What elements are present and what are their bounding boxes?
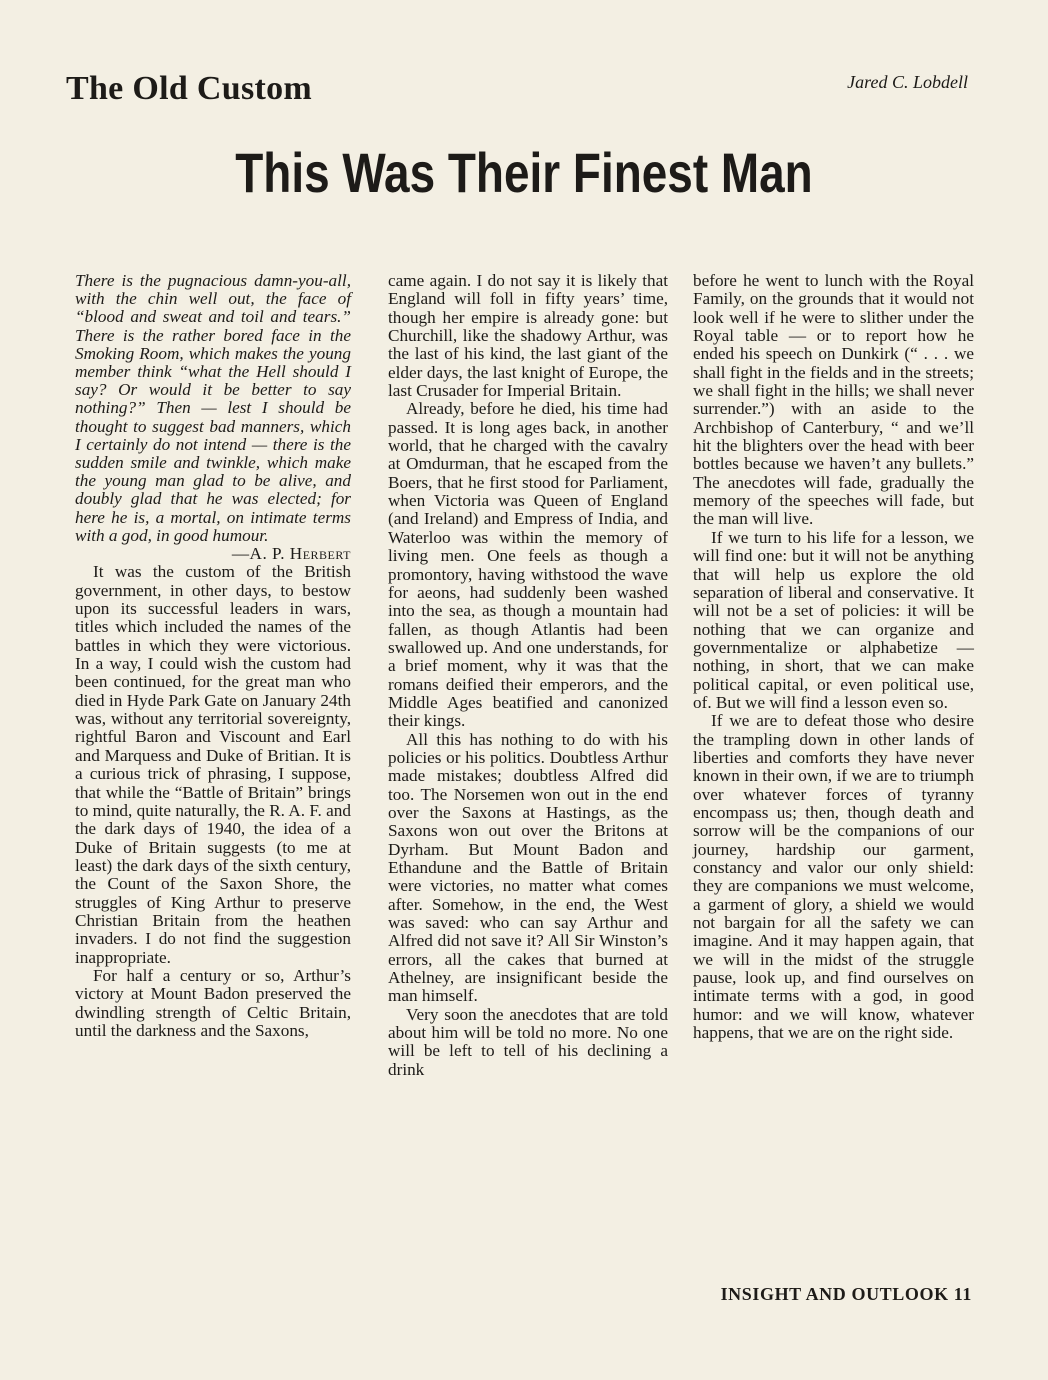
paragraph: If we are to defeat those who desire the trampling down in other lands of liberties and comforts they have never known in their own, if we are to triumph over whatever forces of tyranny encompass us; then, though death and sorrow will be the companions of our journey, hardship our garment, constancy and valor our only shield: they are companions we must welcome, a garment of glory, a shield we would not bargain for all the safety we can imagine. And it may happen again, that we will in the midst of the struggle pause, look up, and find ourselves on intimate terms with a god, in good humor: and we will know, whatever happens, that we are on the right side. <box>693 711 974 1043</box>
paragraph: came again. I do not say it is likely that England will foll in fifty years’ time, though her empire is already gone: but Churchill, like the shadowy Arthur, was the last of his kind, the last giant of the elder days, the last knight of Europe, the last Crusader for Imperial Britain. <box>388 271 668 401</box>
page-footer: INSIGHT AND OUTLOOK 11 <box>720 1284 972 1304</box>
paragraph: If we turn to his life for a lesson, we will find one: but it will not be anything that will help us explore the old separation of liberal and conservative. It will not be a set of policies: it will be nothing that we can organize and governmentalize or alphabetize — nothing, in short, that we can make political capital, or even political use, of. But we will find a lesson even so. <box>693 527 974 712</box>
paragraph: Very soon the anecdotes that are told about him will be told no more. No one will be left to tell of his declining a drink <box>388 1004 668 1079</box>
paragraph: It was the custom of the British government, in other days, to bestow upon its successful leaders in wars, titles which included the names of the battles in which they were victorious. In a way, I could wish the custom had been continued, for the great man who died in Hyde Park Gate on January 24th was, without any territorial sovereignty, rightful Baron and Viscount and Earl and Marquess and Duke of Britian. It is a curious trick of phrasing, I suppose, that while the “Battle of Britain” brings to mind, quite naturally, the R. A. F. and the dark days of 1940, the idea of a Duke of Britain suggests (to me at least) the dark days of the sixth century, the Count of the Saxon Shore, the struggles of King Arthur to preserve Christian Britain from the heathen invaders. I do not find the suggestion inappropriate. <box>75 562 351 967</box>
column-3 <box>693 272 974 1042</box>
paragraph: before he went to lunch with the Royal Family, on the grounds that it would not look well if he were to slither under the Royal table — or to report how he ended his speech on Dunkirk (“ . . . we shall fight in the fields and in the streets; we shall fight in the hills; we shall never surrender.”) with an aside to the Archbishop of Canterbury, “ and we’ll hit the blighters over the head with beer bottles because we haven’t any bullets.” The anecdotes will fade, gradually the memory of the speeches will fade, but the man will live. <box>693 271 974 529</box>
paragraph: For half a century or so, Arthur’s victory at Mount Badon preserved the dwindling strength of Celtic Britain, until the darkness and the Saxons, <box>75 965 351 1040</box>
paragraph: All this has nothing to do with his policies or his politics. Doubtless Arthur made mistakes; doubtless Alfred did too. The Norsemen won out in the end over the Saxons at Hastings, as the Saxons won out over the Britons at Dyrham. But Mount Badon and Ethandune and the Battle of Britain were victories, no matter what comes after. Somehow, in the end, the West was saved: who can say Arthur and Alfred did not save it? All Sir Winston’s errors, all the cakes that burned at Athelney, are insignificant beside the man himself. <box>388 729 668 1006</box>
epigraph-quote: There is the pugnacious damn-you-all, with the chin well out, the face of “blood and sweat and toil and tears.” There is the rather bored face in the Smoking Room, which makes the young member think “what the Hell should I say? Or would it be better to say nothing?” Then — lest I should be thought to suggest bad manners, which I certainly do not intend — there is the sudden smile and twinkle, which make the young man glad to be alive, and doubly glad that he was elected; for here he is, a mortal, on intimate terms with a god, in good humour. <box>75 271 351 545</box>
article-headline: This Was Their Finest Man <box>235 141 813 204</box>
paragraph: Already, before he died, his time had passed. It is long ages back, in another world, that he charged with the cavalry at Omdurman, that he escaped from the Boers, that he first stood for Parliament, when Victoria was Queen of England (and Ireland) and Empress of India, and Waterloo was within the memory of living men. One feels as though a promontory, having withstood the wave for aeons, had suddenly been washed into the sea, as though a mountain had fallen, as though Atlantis had been swallowed up. And one understands, for a brief moment, why it was that the romans deified their emperors, and the Middle Ages beatified and canonized their kings. <box>388 399 668 731</box>
section-title: The Old Custom <box>66 70 313 107</box>
epigraph-attribution: —A. P. Herbert <box>231 544 351 564</box>
column-2 <box>388 272 668 1079</box>
author-byline: Jared C. Lobdell <box>847 72 968 92</box>
column-1 <box>75 272 351 1040</box>
